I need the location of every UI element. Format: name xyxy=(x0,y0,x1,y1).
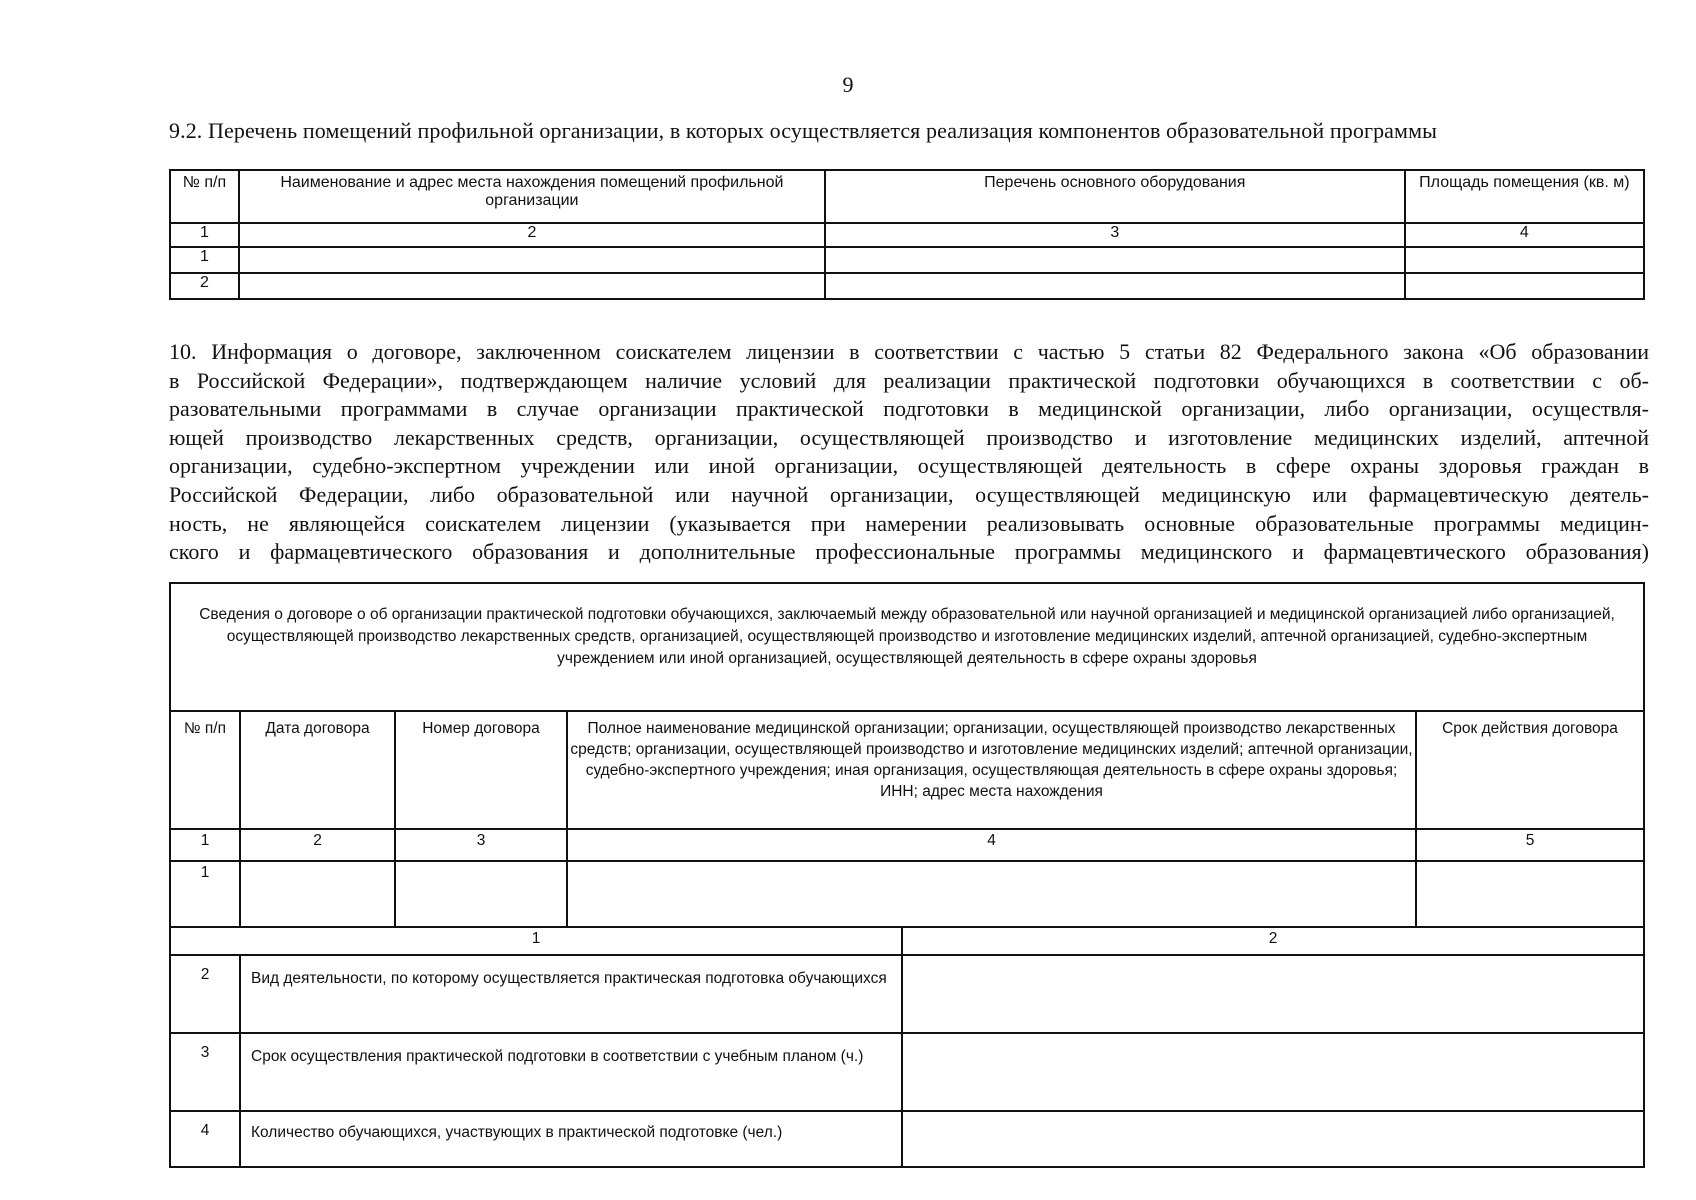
table-row xyxy=(170,247,1644,273)
header-cell-contract-date: Дата договора xyxy=(240,711,395,829)
paragraph-line: разовательными программами в случае организации практической подготовки в медицинской организации, либо организации, осуществля- xyxy=(169,396,1649,422)
contract-table-column-numbers xyxy=(170,829,1644,861)
table-row xyxy=(170,955,1644,1033)
column-number: 2 xyxy=(240,829,395,861)
column-number: 1 xyxy=(170,829,240,861)
row-number: 2 xyxy=(170,273,239,299)
header-cell-name-address: Наименование и адрес места нахождения помещений профильной организации xyxy=(239,170,825,223)
section-9-2-heading: 9.2. Перечень помещений профильной организации, в которых осуществляется реализация компонентов образовательной программы xyxy=(169,118,1437,143)
contract-table-title-row xyxy=(170,583,1644,711)
contract-table xyxy=(169,582,1645,1168)
column-number: 3 xyxy=(825,223,1405,247)
column-number: 4 xyxy=(1405,223,1644,247)
column-number: 1 xyxy=(170,223,239,247)
page-number: 9 xyxy=(842,72,854,97)
table-cell xyxy=(1416,861,1644,927)
column-number: 4 xyxy=(567,829,1416,861)
premises-table-column-numbers xyxy=(170,223,1644,247)
row-number: 3 xyxy=(170,1033,240,1111)
question-text: Срок осуществления практической подготовки в соответствии с учебным планом (ч.) xyxy=(240,1033,902,1111)
paragraph-line: ющей производство лекарственных средств, организации, осуществляющей производство и изготовление медицинских изделий, аптечной xyxy=(169,424,1649,450)
table-cell xyxy=(1405,247,1644,273)
table-cell xyxy=(825,273,1405,299)
paragraph-line: Российской Федерации, либо образовательной или научной организации, осуществляющей медицинскую или фармацевтическую деятель- xyxy=(169,481,1649,507)
table-cell xyxy=(1405,273,1644,299)
section-10-text xyxy=(169,338,1649,567)
table-cell xyxy=(395,861,567,927)
contract-table-sub-column-numbers xyxy=(170,927,1644,955)
question-text: Количество обучающихся, участвующих в практической подготовке (чел.) xyxy=(240,1111,902,1167)
header-cell-contract-term: Срок действия договора xyxy=(1416,711,1644,829)
question-text: Вид деятельности, по которому осуществляется практическая подготовка обучающихся xyxy=(240,955,902,1033)
table-row xyxy=(170,1111,1644,1167)
column-number: 2 xyxy=(239,223,825,247)
table-row xyxy=(170,1033,1644,1111)
table-cell xyxy=(239,273,825,299)
column-number: 5 xyxy=(1416,829,1644,861)
header-cell-area: Площадь помещения (кв. м) xyxy=(1405,170,1644,223)
row-number: 2 xyxy=(170,955,240,1033)
paragraph-line: ность, не являющейся соискателем лицензии (указывается при намерении реализовывать основные образовательные программы медицин- xyxy=(169,510,1649,536)
table-cell xyxy=(239,247,825,273)
column-number: 1 xyxy=(170,927,902,955)
premises-table xyxy=(169,169,1645,300)
table-cell xyxy=(567,861,1416,927)
table-row xyxy=(170,273,1644,299)
answer-cell xyxy=(902,955,1644,1033)
row-number: 1 xyxy=(170,861,240,927)
header-cell-number: № п/п xyxy=(170,711,240,829)
header-cell-contract-number: Номер договора xyxy=(395,711,567,829)
premises-table-header xyxy=(170,170,1644,223)
contract-table-title: Сведения о договоре о об организации практической подготовки обучающихся, заключаемый между образовательной или научной организацией и медицинской организацией либо организацией, осуществляющей производство лекарственных средств, организацией, осуществляющей производство и изготовление медицинских изделий, аптечной организацией, судебно-экспертным учреждением или иной организацией, осуществляющей деятельность в сфере охраны здоровья xyxy=(170,583,1644,711)
paragraph-line: в Российской Федерации», подтверждающем наличие условий для реализации практической подготовки обучающихся в соответствии с об- xyxy=(169,367,1649,393)
paragraph-line: 10. Информация о договоре, заключенном соискателем лицензии в соответствии с частью 5 статьи 82 Федерального закона «Об образовании xyxy=(169,339,1649,364)
table-cell xyxy=(240,861,395,927)
answer-cell xyxy=(902,1033,1644,1111)
column-number: 2 xyxy=(902,927,1644,955)
header-cell-equipment: Перечень основного оборудования xyxy=(825,170,1405,223)
column-number: 3 xyxy=(395,829,567,861)
paragraph-line: ского и фармацевтического образования и дополнительные профессиональные программы медицинского и фармацевтического образования) xyxy=(169,539,1649,565)
answer-cell xyxy=(902,1111,1644,1167)
paragraph-line: организации, судебно-экспертном учреждении или иной организации, осуществляющей деятельность в сфере охраны здоровья граждан в xyxy=(169,453,1649,479)
table-row xyxy=(170,861,1644,927)
header-cell-number: № п/п xyxy=(170,170,239,223)
header-cell-organization-name: Полное наименование медицинской организации; организации, осуществляющей производство лекарственных средств; организации, осуществляющей производство и изготовление медицинских изделий; аптечной организации, судебно-экспертного учреждения; иная организация, осуществляющая деятельность в сфере охраны здоровья; ИНН; адрес места нахождения xyxy=(567,711,1416,829)
table-cell xyxy=(825,247,1405,273)
row-number: 1 xyxy=(170,247,239,273)
contract-table-header xyxy=(170,711,1644,829)
row-number: 4 xyxy=(170,1111,240,1167)
